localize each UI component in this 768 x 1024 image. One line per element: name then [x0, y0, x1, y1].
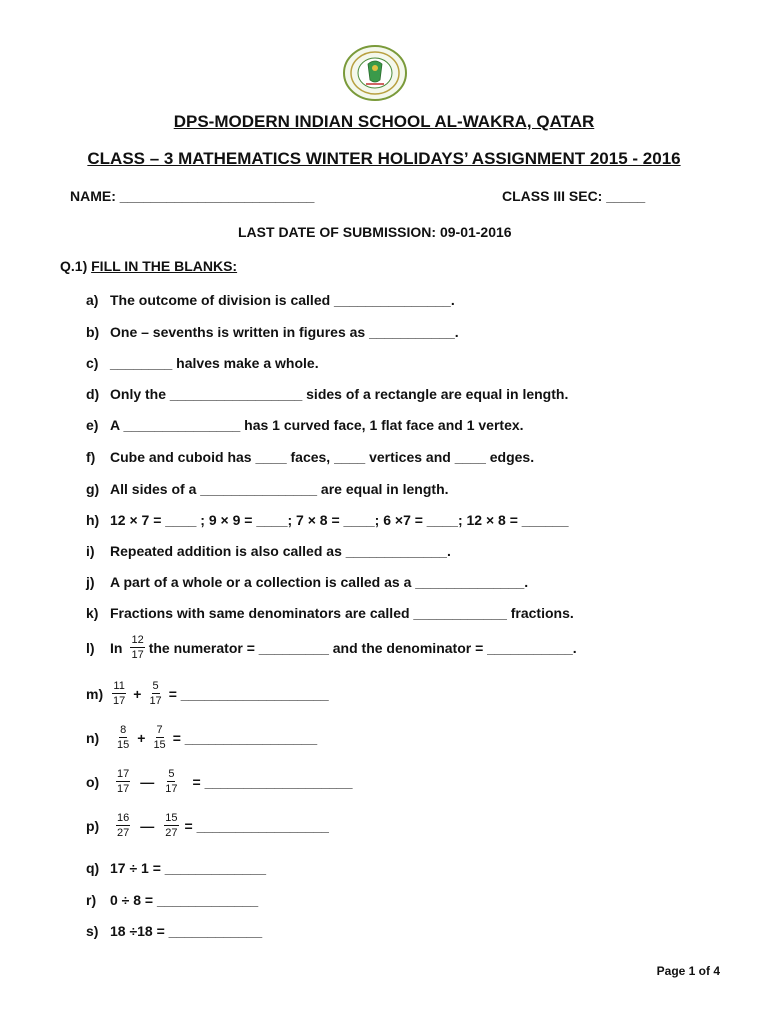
operator: +	[137, 729, 146, 746]
fraction: $\frac{16}{27}$	[117, 812, 130, 839]
fraction: $\frac{5}{17}$	[149, 680, 162, 707]
operator: +	[133, 685, 142, 702]
name-field: NAME: _________________________	[70, 188, 315, 204]
list-item: n) $\frac{8}{15}$ + $\frac{7}{15}$ = _________________	[86, 724, 318, 751]
school-logo	[342, 44, 408, 102]
list-item: s) 18 ÷18 = ____________	[86, 923, 263, 939]
page-number: Page 1 of 4	[656, 964, 720, 978]
list-item: o) $\frac{17}{17}$ — $\frac{5}{17}$ = ___________________	[86, 768, 353, 795]
list-item: r) 0 ÷ 8 = _____________	[86, 892, 259, 908]
list-item: f) Cube and cuboid has ____ faces, ____ vertices and ____ edges.	[86, 449, 535, 465]
assignment-title: CLASS – 3 MATHEMATICS WINTER HOLIDAYS’ ASSIGNMENT 2015 - 2016	[87, 149, 681, 168]
school-title: DPS-MODERN INDIAN SCHOOL AL-WAKRA, QATAR	[173, 112, 595, 131]
list-item: g) All sides of a _______________ are equal in length.	[86, 481, 449, 497]
list-item: c) ________ halves make a whole.	[86, 355, 319, 371]
fraction: $\frac{17}{17}$	[117, 768, 130, 795]
list-item: e) A _______________ has 1 curved face, 1 flat face and 1 vertex.	[86, 417, 524, 433]
fraction: $\frac{8}{15}$	[117, 724, 130, 751]
list-item: j) A part of a whole or a collection is called as a ______________.	[86, 574, 529, 590]
fraction: $\frac{12}{17}$	[131, 634, 144, 661]
list-item: i) Repeated addition is also called as _____________.	[86, 543, 451, 559]
fraction: $\frac{5}{17}$	[165, 768, 178, 795]
list-item: p) $\frac{16}{27}$ — $\frac{15}{27}$ = _________________	[86, 812, 329, 839]
operator: —	[140, 773, 155, 790]
question-heading	[60, 258, 237, 274]
fraction: $\frac{15}{27}$	[165, 812, 178, 839]
operator: —	[140, 817, 155, 834]
question-number: Q.1)	[60, 258, 88, 274]
submission-date: LAST DATE OF SUBMISSION: 09-01-2016	[238, 224, 512, 240]
list-item: k) Fractions with same denominators are called ____________ fractions.	[86, 605, 574, 621]
list-item: b) One – sevenths is written in figures as ___________.	[86, 324, 459, 340]
list-item: a) The outcome of division is called _______________.	[86, 292, 455, 308]
class-section-field: CLASS III SEC: _____	[502, 188, 646, 204]
question-title: FILL IN THE BLANKS:	[91, 258, 238, 274]
list-item: q) 17 ÷ 1 = _____________	[86, 860, 266, 876]
list-item: m) $\frac{11}{17}$ + $\frac{5}{17}$ = ___________________	[86, 680, 329, 707]
list-item: d) Only the _________________ sides of a rectangle are equal in length.	[86, 386, 569, 402]
fraction: $\frac{11}{17}$	[113, 680, 126, 707]
list-item: h) 12 × 7 = ____ ; 9 × 9 = ____; 7 × 8 = ____; 6 ×7 = ____; 12 × 8 = ______	[86, 512, 569, 528]
list-item: l) In $\frac{12}{17}$ the numerator = _________ and the denominator = ___________.	[86, 634, 577, 661]
fraction: $\frac{7}{15}$	[153, 724, 166, 751]
